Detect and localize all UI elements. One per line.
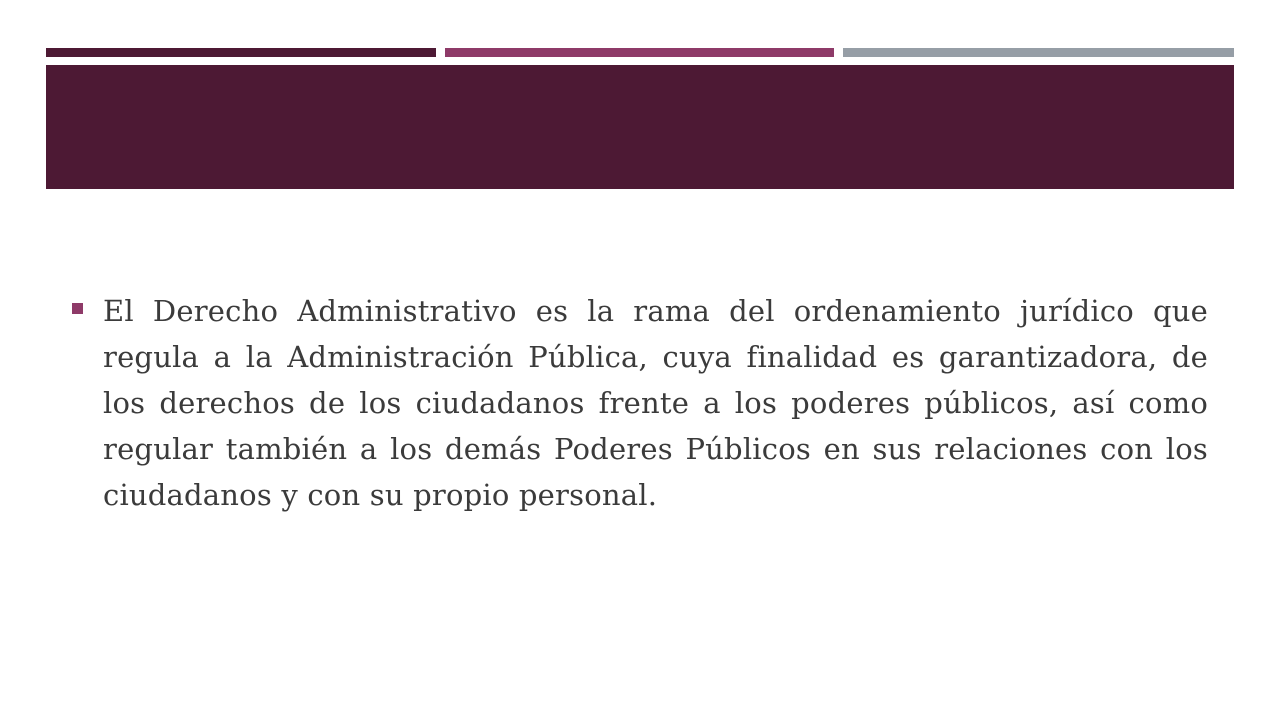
square-bullet-icon xyxy=(72,303,83,314)
accent-bar-gray xyxy=(843,48,1234,57)
body-content xyxy=(72,288,1208,518)
accent-bar-magenta xyxy=(445,48,834,57)
title-band xyxy=(46,65,1234,189)
bullet-item xyxy=(72,288,1208,518)
accent-bar-dark xyxy=(46,48,436,57)
bullet-text: El Derecho Administrativo es la rama del ordenamiento jurídico que regula a la Administración Pública, cuya finalidad es garantizadora, de los derechos de los ciudadanos frente a los poderes públicos, así como regular también a los demás Poderes Públicos en sus relaciones con los ciudadanos y con su propio personal. xyxy=(103,294,1208,512)
